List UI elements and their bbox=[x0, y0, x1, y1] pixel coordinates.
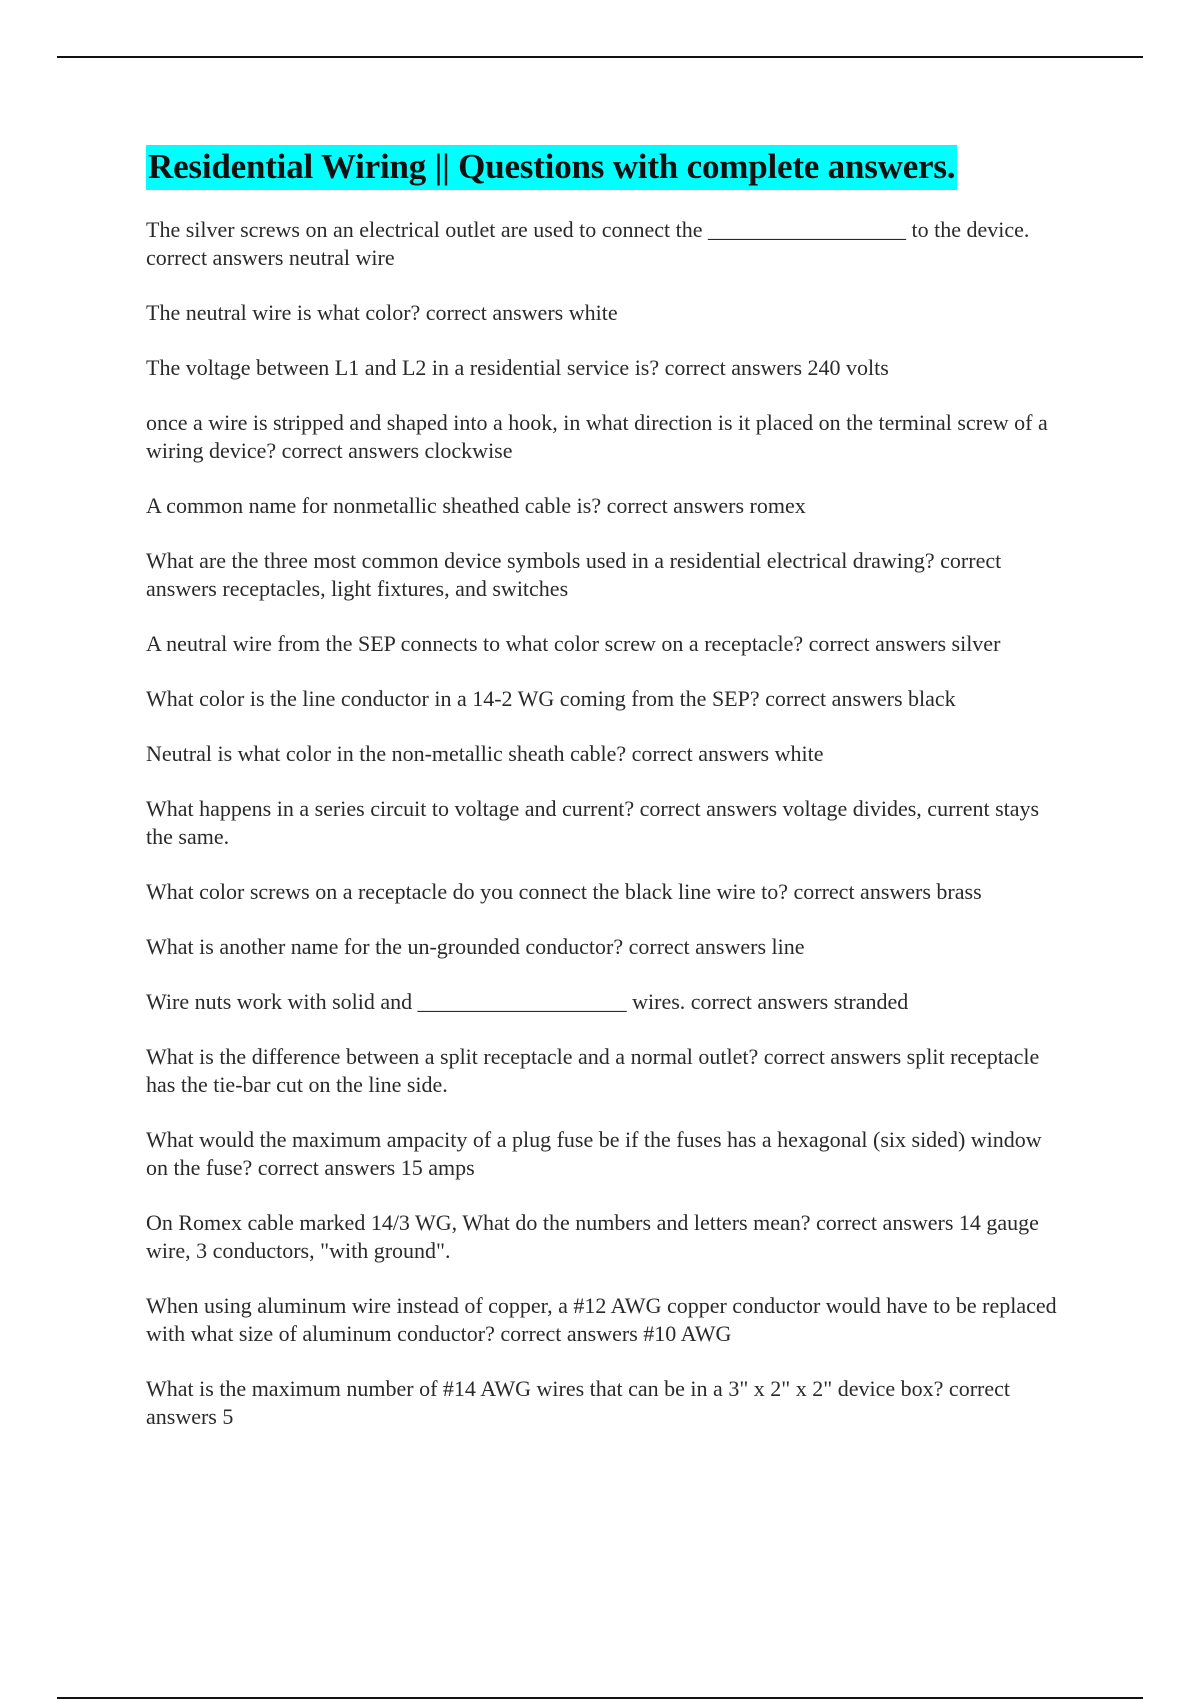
qa-item: What would the maximum ampacity of a plug fuse be if the fuses has a hexagonal (six sided) window on the fuse? correct answers 15 amps bbox=[146, 1127, 1042, 1180]
qa-item: The silver screws on an electrical outlet are used to connect the __________________ to the device. correct answers neutral wire bbox=[146, 217, 1030, 270]
qa-item: On Romex cable marked 14/3 WG, What do the numbers and letters mean? correct answers 14 gauge wire, 3 conductors, "with ground". bbox=[146, 1210, 1039, 1263]
qa-item: A common name for nonmetallic sheathed cable is? correct answers romex bbox=[146, 493, 806, 518]
qa-item: What color screws on a receptacle do you connect the black line wire to? correct answers brass bbox=[146, 879, 982, 904]
document-body bbox=[146, 145, 1066, 1458]
qa-item: What is another name for the un-grounded conductor? correct answers line bbox=[146, 934, 805, 959]
top-rule bbox=[57, 56, 1143, 58]
qa-item: The voltage between L1 and L2 in a residential service is? correct answers 240 volts bbox=[146, 355, 889, 380]
qa-item: What is the difference between a split receptacle and a normal outlet? correct answers split receptacle has the tie-bar cut on the line side. bbox=[146, 1044, 1040, 1097]
qa-item: once a wire is stripped and shaped into a hook, in what direction is it placed on the terminal screw of a wiring device? correct answers clockwise bbox=[146, 410, 1048, 463]
title-block bbox=[146, 145, 1066, 190]
qa-item: Neutral is what color in the non-metallic sheath cable? correct answers white bbox=[146, 741, 824, 766]
qa-item: Wire nuts work with solid and ___________________ wires. correct answers stranded bbox=[146, 989, 909, 1014]
qa-item: What happens in a series circuit to voltage and current? correct answers voltage divides, current stays the same. bbox=[146, 796, 1040, 849]
qa-item: What is the maximum number of #14 AWG wires that can be in a 3" x 2" x 2" device box? correct answers 5 bbox=[146, 1376, 1010, 1429]
qa-item: What are the three most common device symbols used in a residential electrical drawing? correct answers receptacles, light fixtures, and switches bbox=[146, 548, 1002, 601]
qa-item: What color is the line conductor in a 14-2 WG coming from the SEP? correct answers black bbox=[146, 686, 956, 711]
qa-item: When using aluminum wire instead of copper, a #12 AWG copper conductor would have to be replaced with what size of aluminum conductor? correct answers #10 AWG bbox=[146, 1293, 1057, 1346]
document-title: Residential Wiring || Questions with complete answers. bbox=[146, 145, 957, 190]
bottom-rule bbox=[57, 1697, 1143, 1699]
qa-item: A neutral wire from the SEP connects to what color screw on a receptacle? correct answers silver bbox=[146, 631, 1001, 656]
qa-item: The neutral wire is what color? correct answers white bbox=[146, 300, 618, 325]
